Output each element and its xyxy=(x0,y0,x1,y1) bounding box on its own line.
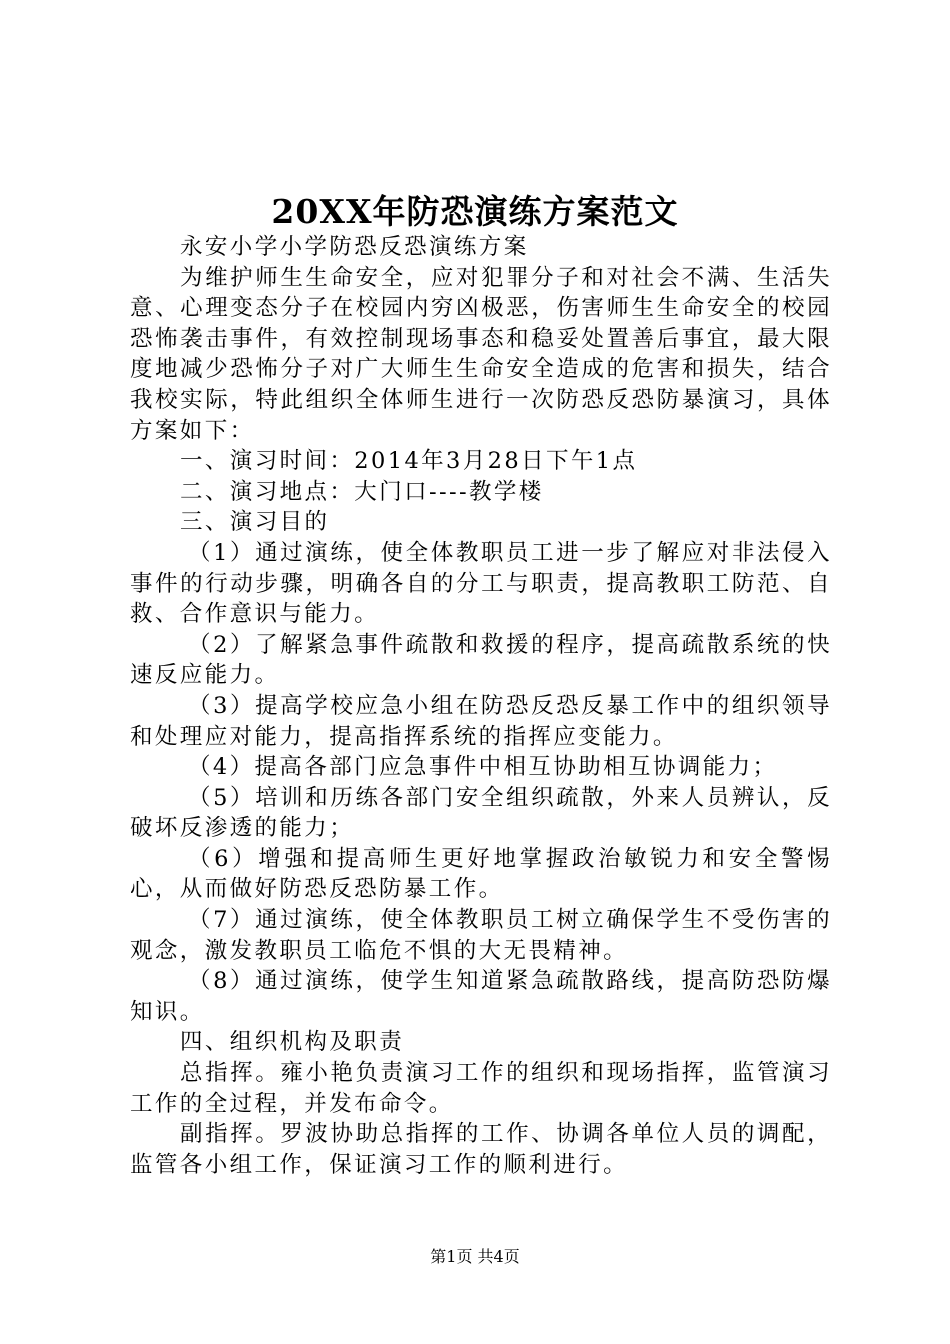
section-location: 二、演习地点：大门口----教学楼 xyxy=(180,478,544,505)
purpose-item-1: （1）通过演练，使全体教职员工进一步了解应对非法侵入事件的行动步骤，明确各自的分工与职责，提高教职工防范、自救、合作意识与能力。 xyxy=(130,539,832,628)
purpose-item-3: （3）提高学校应急小组在防恐反恐反暴工作中的组织领导和处理应对能力，提高指挥系统的指挥应变能力。 xyxy=(130,692,832,750)
section-time: 一、演习时间：2014年3月28日下午1点 xyxy=(180,448,638,475)
intro-paragraph: 为维护师生生命安全，应对犯罪分子和对社会不满、生活失意、心理变态分子在校园内穷凶极恶，伤害师生生命安全的校园恐怖袭击事件，有效控制现场事态和稳妥处置善后事宜，最大限度地减少恐怖分子对广大师生生命安全造成的危害和损失，结合我校实际，特此组织全体师生进行一次防恐反恐防暴演习，具体方案如下： xyxy=(130,264,832,444)
deputy-commander-paragraph: 副指挥。罗波协助总指挥的工作、协调各单位人员的调配，监管各小组工作，保证演习工作的顺利进行。 xyxy=(130,1121,832,1178)
page-footer: 第1页 共4页 xyxy=(430,1247,520,1266)
document-body xyxy=(130,232,832,1180)
chief-commander-paragraph: 总指挥。雍小艳负责演习工作的组织和现场指挥，监管演习工作的全过程，并发布命令。 xyxy=(130,1060,832,1117)
purpose-item-2: （2）了解紧急事件疏散和救援的程序，提高疏散系统的快速反应能力。 xyxy=(130,631,832,689)
purpose-item-5: （5）培训和历练各部门安全组织疏散，外来人员辨认，反破坏反渗透的能力； xyxy=(130,784,832,842)
document-title: 20XX年防恐演练方案范文 xyxy=(271,192,679,231)
section-organization-heading: 四、组织机构及职责 xyxy=(180,1029,405,1056)
purpose-item-4: （4）提高各部门应急事件中相互协助相互协调能力； xyxy=(188,754,778,781)
purpose-item-8: （8）通过演练，使学生知道紧急疏散路线，提高防恐防爆知识。 xyxy=(130,968,832,1025)
purpose-item-6: （6）增强和提高师生更好地掌握政治敏锐力和安全警惕心，从而做好防恐反恐防暴工作。 xyxy=(130,845,832,903)
purpose-item-7: （7）通过演练，使全体教职员工树立确保学生不受伤害的观念，激发教职员工临危不惧的大无畏精神。 xyxy=(130,907,832,964)
section-purpose-heading: 三、演习目的 xyxy=(180,509,330,536)
subtitle-paragraph: 永安小学小学防恐反恐演练方案 xyxy=(180,234,529,260)
